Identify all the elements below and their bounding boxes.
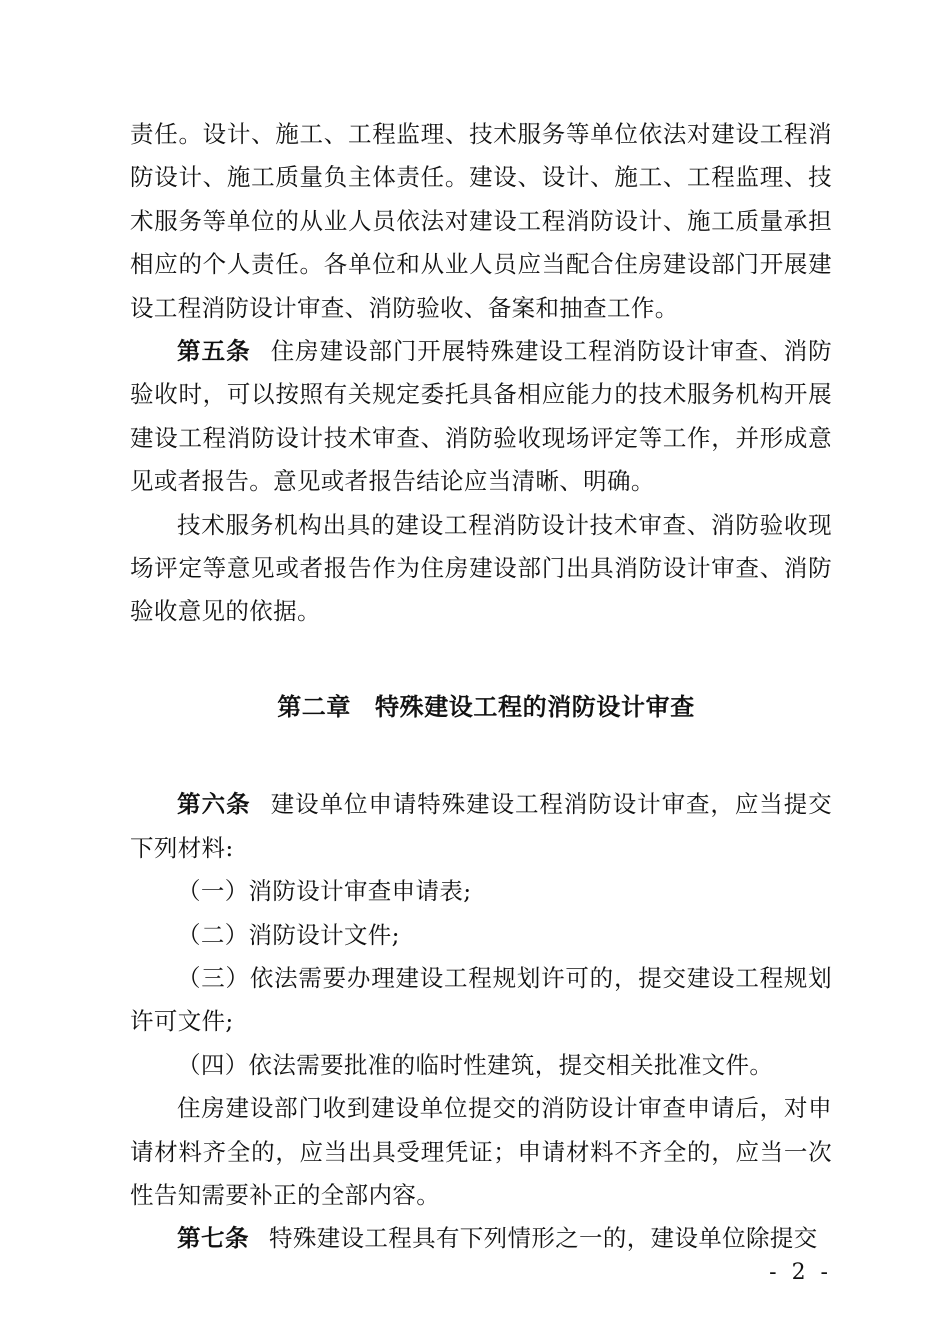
list-item-3: （三）依法需要办理建设工程规划许可的，提交建设工程规划许可文件;	[130, 963, 832, 1036]
article-6-text: 建设单位申请特殊建设工程消防设计审查，应当提交下列材料:	[130, 790, 832, 862]
chapter-title: 特殊建设工程的消防设计审查	[375, 692, 695, 721]
article-5-paragraph-2: 技术服务机构出具的建设工程消防设计技术审查、消防验收现场评定等意见或者报告作为住房建设部门出具消防设计审查、消防验收意见的依据。	[130, 510, 832, 626]
article-5	[130, 330, 832, 504]
list-item-4: （四）依法需要批准的临时性建筑，提交相关批准文件。	[177, 1050, 774, 1079]
article-7-label: 第七条	[177, 1224, 249, 1253]
list-item-1: （一）消防设计审查申请表;	[177, 877, 472, 906]
article-5-label: 第五条	[177, 337, 251, 366]
article-6-paragraph-2: 住房建设部门收到建设单位提交的消防设计审查申请后，对申请材料齐全的，应当出具受理凭证；申请材料不齐全的，应当一次性告知需要补正的全部内容。	[130, 1094, 832, 1209]
article-6	[130, 783, 832, 870]
article-6-label: 第六条	[177, 790, 251, 819]
list-item-2: （二）消防设计文件;	[177, 920, 400, 949]
page-number: - 2 -	[769, 1260, 832, 1285]
article-7	[130, 1217, 832, 1260]
chapter-heading	[130, 686, 832, 729]
article-7-text: 特殊建设工程具有下列情形之一的，建设单位除提交	[269, 1224, 818, 1253]
chapter-number: 第二章	[277, 692, 351, 721]
paragraph-responsibility: 责任。设计、施工、工程监理、技术服务等单位依法对建设工程消防设计、施工质量负主体责任。建设、设计、施工、工程监理、技术服务等单位的从业人员依法对建设工程消防设计、施工质量承担相应的个人责任。各单位和从业人员应当配合住房建设部门开展建设工程消防设计审查、消防验收、备案和抽查工作。	[130, 120, 832, 322]
article-5-text: 住房建设部门开展特殊建设工程消防设计审查、消防验收时，可以按照有关规定委托具备相应能力的技术服务机构开展建设工程消防设计技术审查、消防验收现场评定等工作，并形成意见或者报告。意见或者报告结论应当清晰、明确。	[130, 337, 832, 496]
